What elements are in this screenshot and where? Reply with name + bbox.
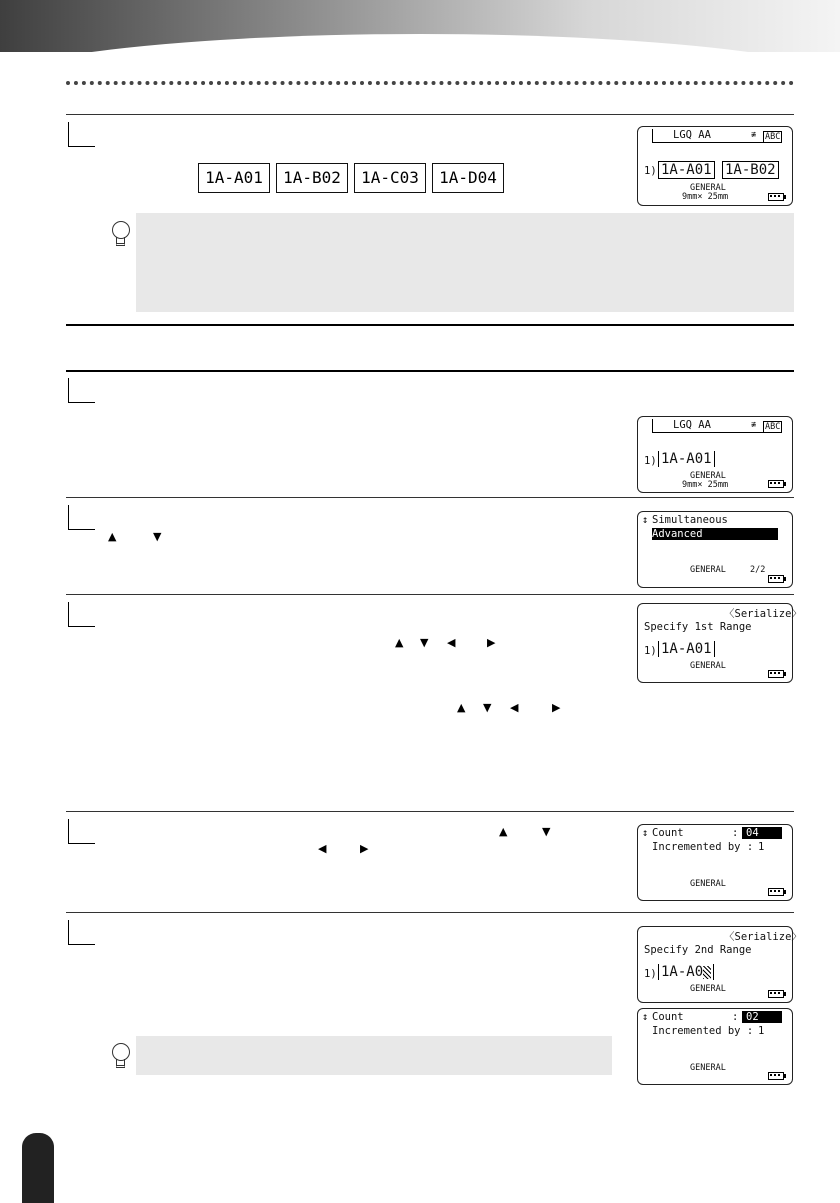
lcd-count-label: Count bbox=[652, 827, 684, 839]
lcd-label-type: GENERAL bbox=[690, 661, 726, 671]
lcd-increment-value: 1 bbox=[758, 1025, 765, 1037]
lcd-cell: 1A-A01 bbox=[658, 451, 715, 467]
battery-icon bbox=[768, 480, 784, 488]
lcd-label-type: GENERAL bbox=[690, 565, 726, 575]
lcd-label-type: GENERAL bbox=[690, 183, 726, 193]
right-arrow-icon: ▶ bbox=[487, 636, 496, 649]
lcd-screen bbox=[637, 511, 793, 588]
lcd-label-type: GENERAL bbox=[690, 984, 726, 994]
lcd-line-marker: 1) bbox=[644, 645, 657, 657]
page-number-tab bbox=[22, 1133, 54, 1203]
step-number-box bbox=[68, 602, 95, 627]
lcd-cell: 1A-A01 bbox=[658, 641, 715, 657]
lcd-abc-indicator: ABC bbox=[765, 132, 781, 142]
hint-note bbox=[136, 213, 794, 312]
lcd-align-icon: ≢ bbox=[751, 420, 757, 430]
lcd-colon: : bbox=[732, 827, 739, 839]
lcd-abc-indicator: ABC bbox=[765, 422, 781, 432]
battery-icon bbox=[768, 888, 784, 896]
lcd-count-label: Count bbox=[652, 1011, 684, 1023]
lcd-colon: : bbox=[732, 1011, 739, 1023]
lcd-count-value: 04 bbox=[742, 827, 782, 839]
section-rule bbox=[66, 594, 794, 595]
step-number-box bbox=[68, 819, 95, 844]
section-rule bbox=[66, 912, 794, 913]
left-arrow-icon: ◀ bbox=[318, 842, 327, 855]
lightbulb-icon bbox=[112, 1043, 130, 1061]
lcd-screen bbox=[637, 603, 802, 683]
lcd-screen bbox=[637, 416, 793, 493]
right-arrow-icon: ▶ bbox=[360, 842, 369, 855]
lcd-line-marker: 1) bbox=[644, 455, 657, 467]
lcd-format-indicator: LGQ AA bbox=[652, 129, 763, 143]
down-arrow-icon: ▼ bbox=[483, 701, 492, 714]
lcd-increment-label: Incremented by : bbox=[652, 1025, 754, 1037]
lightbulb-icon bbox=[112, 221, 130, 239]
lcd-line-marker: 1) bbox=[644, 165, 657, 177]
lcd-increment-label: Incremented by : bbox=[652, 841, 754, 853]
lcd-mode-title: 〈Serialize〉 bbox=[724, 608, 802, 620]
lcd-increment-value: 1 bbox=[758, 841, 765, 853]
lcd-cursor bbox=[703, 966, 711, 979]
lcd-label-type: GENERAL bbox=[690, 471, 726, 481]
battery-icon bbox=[768, 670, 784, 678]
up-arrow-icon: ▲ bbox=[395, 636, 404, 649]
lcd-scroll-arrows: ↕ bbox=[642, 827, 649, 839]
lcd-prompt: Specify 1st Range bbox=[644, 621, 752, 633]
sample-label: 1A-C03 bbox=[354, 163, 426, 193]
lcd-label-type: GENERAL bbox=[690, 1063, 726, 1073]
section-rule bbox=[66, 370, 794, 372]
lcd-page-indicator: 2/2 bbox=[750, 565, 766, 575]
lcd-prompt: Specify 2nd Range bbox=[644, 944, 752, 956]
down-arrow-icon: ▼ bbox=[542, 825, 551, 838]
lcd-menu-option-selected: Advanced bbox=[652, 528, 778, 540]
lcd-screen bbox=[637, 926, 802, 1003]
lcd-label-type: GENERAL bbox=[690, 879, 726, 889]
battery-icon bbox=[768, 193, 784, 201]
lcd-screen bbox=[637, 824, 793, 901]
lcd-count-value: 02 bbox=[742, 1011, 782, 1023]
sample-label: 1A-D04 bbox=[432, 163, 504, 193]
up-arrow-icon: ▲ bbox=[457, 701, 466, 714]
down-arrow-icon: ▼ bbox=[153, 530, 162, 543]
step-number-box bbox=[68, 505, 95, 530]
up-arrow-icon: ▲ bbox=[108, 530, 117, 543]
up-arrow-icon: ▲ bbox=[499, 825, 508, 838]
step-number-box bbox=[68, 920, 95, 945]
sample-label: 1A-A01 bbox=[198, 163, 270, 193]
lcd-format-indicator: LGQ AA bbox=[652, 419, 763, 433]
lcd-menu-option: Simultaneous bbox=[652, 514, 728, 526]
lcd-label-size: 9mm× 25mm bbox=[682, 192, 729, 202]
left-arrow-icon: ◀ bbox=[447, 636, 456, 649]
battery-icon bbox=[768, 575, 784, 583]
section-rule bbox=[66, 114, 794, 115]
sample-label: 1A-B02 bbox=[276, 163, 348, 193]
lcd-label-size: 9mm× 25mm bbox=[682, 480, 729, 490]
down-arrow-icon: ▼ bbox=[420, 636, 429, 649]
step-number-box bbox=[68, 378, 95, 403]
lcd-cell: 1A-A01 bbox=[658, 161, 715, 179]
section-rule bbox=[66, 811, 794, 812]
section-rule bbox=[66, 324, 794, 326]
lcd-cell bbox=[658, 964, 714, 980]
left-arrow-icon: ◀ bbox=[510, 701, 519, 714]
right-arrow-icon: ▶ bbox=[552, 701, 561, 714]
hint-note bbox=[136, 1036, 612, 1075]
dotted-divider bbox=[66, 81, 794, 85]
lcd-screen bbox=[637, 126, 793, 206]
step-number-box bbox=[68, 122, 95, 147]
page-header-band bbox=[0, 0, 840, 52]
battery-icon bbox=[768, 990, 784, 998]
lcd-scroll-arrows: ↕ bbox=[642, 1011, 649, 1023]
lcd-scroll-arrows: ↕ bbox=[642, 514, 649, 526]
lcd-line-marker: 1) bbox=[644, 968, 657, 980]
lcd-screen bbox=[637, 1008, 793, 1085]
battery-icon bbox=[768, 1072, 784, 1080]
lcd-cell-text: 1A-A0 bbox=[661, 964, 704, 980]
section-rule bbox=[66, 497, 794, 498]
lcd-align-icon: ≢ bbox=[751, 130, 757, 140]
lcd-mode-title: 〈Serialize〉 bbox=[724, 931, 802, 943]
lcd-cell: 1A-B02 bbox=[722, 161, 779, 179]
